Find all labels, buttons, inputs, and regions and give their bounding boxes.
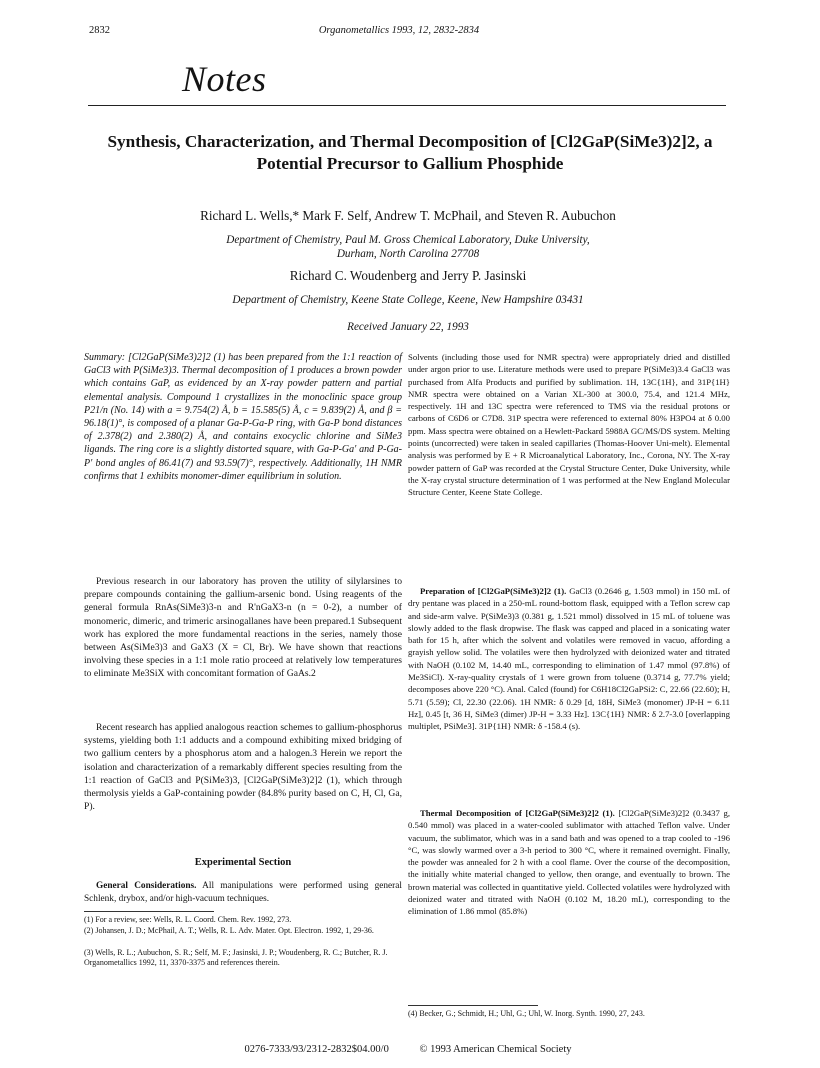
footnote-rule xyxy=(84,911,214,912)
author-list-2: Richard C. Woudenberg and Jerry P. Jasinski xyxy=(289,268,527,283)
author-list-1: Richard L. Wells,* Mark F. Self, Andrew T. McPhail, and Steven R. Aubuchon xyxy=(200,208,616,223)
affiliation-1a: Department of Chemistry, Paul M. Gross Chemical Laboratory, Duke University, xyxy=(226,234,590,246)
article-code: 0276-7333/93/2312-2832$04.00/0 xyxy=(244,1044,389,1055)
article-title: Synthesis, Characterization, and Thermal Decomposition of [Cl2GaP(SiMe3)2]2, a Potential Precursor to Gallium Phosphide xyxy=(107,132,713,173)
preparation-lead: Preparation of [Cl2GaP(SiMe3)2]2 (1). xyxy=(420,586,567,596)
footnote-2: (2) Johansen, J. D.; McPhail, A. T.; Wells, R. L. Adv. Mater. Opt. Electron. 1992, 1, 29-36. xyxy=(84,926,374,935)
experimental-heading: Experimental Section xyxy=(194,857,292,868)
abstract: Summary: [Cl2GaP(SiMe3)2]2 (1) has been prepared from the 1:1 reaction of GaCl3 with P(SiMe3)3. Thermal decomposition of 1 produces a brown powder which contains GaP, as evidenced by an X-ray powder pattern and partial elemental analysis. Compound 1 crystallizes in the monoclinic space group P21/n (No. 14) with a = 9.754(2) Å, b = 15.585(5) Å, c = 9.839(2) Å, and β = 96.18(1)°, is composed of a planar Ga-P-Ga-P ring, with Ga-P bond distances of 2.378(2) and 2.380(2) Å, and contains exocyclic chlorine and SiMe3 ligands. The ring core is a slightly distorted square, with Ga-P-Ga' and P-Ga-P' bond angles of 86.41(7) and 93.59(7)°, respectively. Additionally, 1H NMR confirms that 1 exhibits monomer-dimer equilibrium in solution. xyxy=(84,352,402,482)
intro-paragraph-2: Recent research has applied analogous reaction schemes to gallium-phosphorus systems, yielding both 1:1 adducts and a compound exhibiting mixed bridging of two gallium centers by a phosphorus atom and a halogen.3 Herein we report the isolation and characterization of a remarkably different species resulting from the 1:1 reaction of GaCl3 and P(SiMe3)3, [Cl2GaP(SiMe3)2]2 (1), which through thermolysis yields a GaP-containing powder (84.8% purity based on C, H, Cl, Ga, P). xyxy=(84,722,402,813)
footnote-3: (3) Wells, R. L.; Aubuchon, S. R.; Self, M. F.; Jasinski, J. P.; Woudenberg, R. C.; Butcher, R. J. Organometallics 1992, 11, 3370-3375 and references therein. xyxy=(84,948,388,967)
footnote-4: (4) Becker, G.; Schmidt, H.; Uhl, G.; Uhl, W. Inorg. Synth. 1990, 27, 243. xyxy=(408,1009,645,1018)
journal-citation: Organometallics 1993, 12, 2832-2834 xyxy=(318,25,480,36)
affiliation-2: Department of Chemistry, Keene State College, Keene, New Hampshire 03431 xyxy=(232,294,584,306)
preparation-text: GaCl3 (0.2646 g, 1.503 mmol) in 150 mL of dry pentane was placed in a 250-mL round-bottom flask, equipped with a Teflon screw cap and side-arm valve. P(SiMe3)3 (0.381 g, 1.521 mmol) dissolved in 15 mL of toluene was slowly added to the flask dropwise. The flask was capped and placed in a sonicating water bath for 15 h, after which the solvent and volatiles were removed in vacuo, affording a grayish yellow solid. The volatiles were then hydrolyzed with deionized water and titrated with NaOH (0.102 M, 14.40 mL, corresponding to elimination of 1.47 mmol (97.8%) of Me3SiCl). X-ray-quality crystals of 1 were grown from toluene (0.3714 g, 77.7% yield; decomposes above 220 °C). Anal. Calcd (found) for C6H18Cl2GaPSi2: C, 22.66 (22.60); H, 5.71 (5.59); Cl, 22.30 (22.06). 1H NMR: δ 0.29 [d, 18H, SiMe3 (monomer) JP-H = 6.11 Hz], 0.45 [t, 36 H, SiMe3 (dimer) JP-H = 3.33 Hz]. 13C{1H} NMR: δ 2.7-3.0 [overlapping multiplet, PSiMe3]. 31P{1H} NMR: δ -158.4 (s). xyxy=(408,586,731,732)
preparation-paragraph xyxy=(408,585,730,733)
page-number: 2832 xyxy=(89,25,110,36)
section-rule xyxy=(88,105,726,106)
intro-paragraph-1: Previous research in our laboratory has proven the utility of silylarsines to prepare compounds containing the gallium-arsenic bond. Using reagents of the general formula RnAs(SiMe3)3-n and R'nGaX3-n (n = 0-2), a number of monomeric, dimeric, and trimeric arsinogallanes have been prepared.1 Subsequent work has explored the more fundamental reactions in the series, namely those between As(SiMe3)3 and GaX3 (X = Cl, Br). We have shown that reactions involving these species in a 1:1 mole ratio proceed at relatively low temperatures to eliminate Me3SiX with concomitant formation of GaAs.2 xyxy=(84,576,402,680)
section-title: Notes xyxy=(182,59,267,99)
thermal-decomposition-paragraph xyxy=(408,807,730,918)
general-considerations-text: All manipulations were performed using general Schlenk, drybox, and/or high-vacuum techniques. xyxy=(84,881,402,904)
affiliation-1b: Durham, North Carolina 27708 xyxy=(336,248,480,260)
footnote-1: (1) For a review, see: Wells, R. L. Coord. Chem. Rev. 1992, 273. xyxy=(84,915,292,924)
general-considerations xyxy=(84,880,402,905)
received-date: Received January 22, 1993 xyxy=(347,321,469,333)
general-considerations-lead: General Considerations. xyxy=(96,881,197,891)
footnote-rule-right xyxy=(408,1005,538,1006)
methods-paragraph: Solvents (including those used for NMR spectra) were appropriately dried and distilled under argon prior to use. Literature methods were used to prepare P(SiMe3)3.4 GaCl3 was purchased from Alfa Products and purified by sublimation. 1H, 13C{1H}, and 31P{1H} NMR spectra were obtained on a Varian XL-300 at 300.0, 75.4, and 121.4 MHz, respectively. 1H and 13C spectra were referenced to TMS via the residual protons or carbons of C6D6 or C7D8. 31P spectra were referenced to external 80% H3PO4 at δ 0.00 ppm. Mass spectra were obtained on a Hewlett-Packard 5988A GC/MS/DS system. Melting points (uncorrected) were taken in sealed capillaries (Thomas-Hoover Uni-melt). Elemental analysis was performed by E + R Microanalytical Laboratory, Inc., Corona, NY. The X-ray powder pattern of GaP was recorded at the Crystal Structure Center, Duke University, while the X-ray crystal structure determination of 1 was performed at the New England Molecular Structure Center, Keene State College. xyxy=(408,352,730,498)
thermal-decomposition-lead: Thermal Decomposition of [Cl2GaP(SiMe3)2]2 (1). xyxy=(420,808,615,818)
thermal-decomposition-text: [Cl2GaP(SiMe3)2]2 (0.3437 g, 0.540 mmol) was placed in a water-cooled sublimator with attached Teflon valve. Under vacuum, the sublimator, which was in a sand bath and was opened to a trap cooled to -196 °C, was slowly warmed over a 3-h period to 300 °C, where it remained overnight. Finally, the powder was annealed for 2 h with a cool flame. Over the course of the decomposition, the initially white material changed to yellow, then orange, and eventually to brown. The brown material was collected in quantitative yield. Collected volatiles were hydrolyzed with deionized water and titrated with NaOH (0.102 M, 18.20 mL), corresponding to the elimination of 1.86 mmol (85.8%) xyxy=(408,808,731,917)
page-footer xyxy=(88,1044,728,1055)
copyright: © 1993 American Chemical Society xyxy=(419,1044,572,1055)
